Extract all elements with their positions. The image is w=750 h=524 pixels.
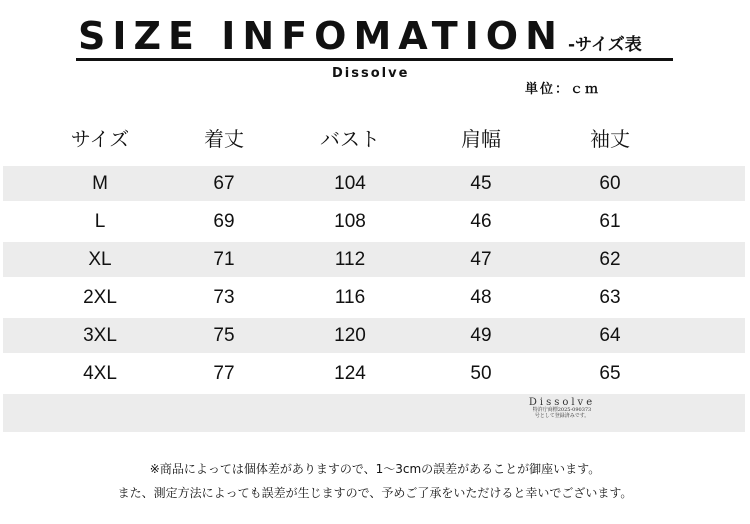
shoulder-cell: 49 bbox=[470, 325, 492, 346]
column-header-length: 着丈 bbox=[204, 127, 244, 151]
sleeve-cell: 63 bbox=[599, 287, 621, 308]
stamp-brand: Dissolve bbox=[528, 397, 596, 408]
stamp-line-2: 号として登録済みです。 bbox=[534, 412, 590, 419]
disclaimer-line-1: ※商品によっては個体差がありますので、1～3cmの誤差があることが御座います。 bbox=[149, 462, 601, 476]
bust-cell: 120 bbox=[334, 325, 366, 346]
bust-cell: 116 bbox=[334, 287, 366, 308]
trademark-stamp bbox=[512, 397, 612, 419]
size-cell: L bbox=[94, 211, 106, 232]
column-header-size: サイズ bbox=[70, 127, 130, 151]
unit-label: 単位：ｃｍ bbox=[525, 82, 601, 97]
table-row bbox=[3, 204, 745, 239]
size-cell: 4XL bbox=[83, 363, 117, 384]
size-cell: 2XL bbox=[83, 287, 117, 308]
table-footer-band bbox=[3, 394, 745, 432]
shoulder-cell: 48 bbox=[470, 287, 492, 308]
shoulder-cell: 47 bbox=[470, 249, 492, 270]
page-subtitle: -サイズ表 bbox=[568, 35, 642, 55]
bust-cell: 112 bbox=[334, 249, 366, 270]
table-header-row bbox=[3, 122, 745, 157]
sleeve-cell: 64 bbox=[599, 325, 621, 346]
length-cell: 77 bbox=[213, 363, 235, 384]
column-header-shoulder: 肩幅 bbox=[461, 127, 501, 151]
sleeve-cell: 62 bbox=[599, 249, 621, 270]
sleeve-cell: 61 bbox=[599, 211, 621, 232]
table-row bbox=[3, 356, 745, 391]
shoulder-cell: 45 bbox=[470, 173, 492, 194]
table-row bbox=[3, 280, 745, 315]
column-header-sleeve: 袖丈 bbox=[590, 127, 630, 151]
stamp-line-1: 特許庁商標2025-090373 bbox=[532, 407, 592, 413]
bust-cell: 108 bbox=[334, 211, 366, 232]
sleeve-cell: 65 bbox=[599, 363, 621, 384]
sleeve-cell: 60 bbox=[599, 173, 621, 194]
shoulder-cell: 46 bbox=[470, 211, 492, 232]
table-row bbox=[3, 242, 745, 277]
size-cell: M bbox=[92, 173, 108, 194]
column-header-bust: バスト bbox=[320, 127, 380, 151]
length-cell: 69 bbox=[213, 211, 235, 232]
page-title: SIZE INFOMATION bbox=[78, 14, 564, 58]
shoulder-cell: 50 bbox=[470, 363, 492, 384]
length-cell: 71 bbox=[213, 249, 235, 270]
bust-cell: 104 bbox=[334, 173, 366, 194]
size-cell: XL bbox=[88, 249, 112, 270]
size-cell: 3XL bbox=[83, 325, 117, 346]
length-cell: 73 bbox=[213, 287, 235, 308]
table-row bbox=[3, 166, 745, 201]
bust-cell: 124 bbox=[334, 363, 366, 384]
length-cell: 75 bbox=[213, 325, 235, 346]
length-cell: 67 bbox=[213, 173, 235, 194]
brand-name: Dissolve bbox=[332, 66, 410, 81]
disclaimer-line-2: また、測定方法によっても誤差が生じますので、予めご了承をいただけると幸いでございます。 bbox=[117, 486, 633, 500]
table-row bbox=[3, 318, 745, 353]
title-underline bbox=[76, 58, 673, 61]
